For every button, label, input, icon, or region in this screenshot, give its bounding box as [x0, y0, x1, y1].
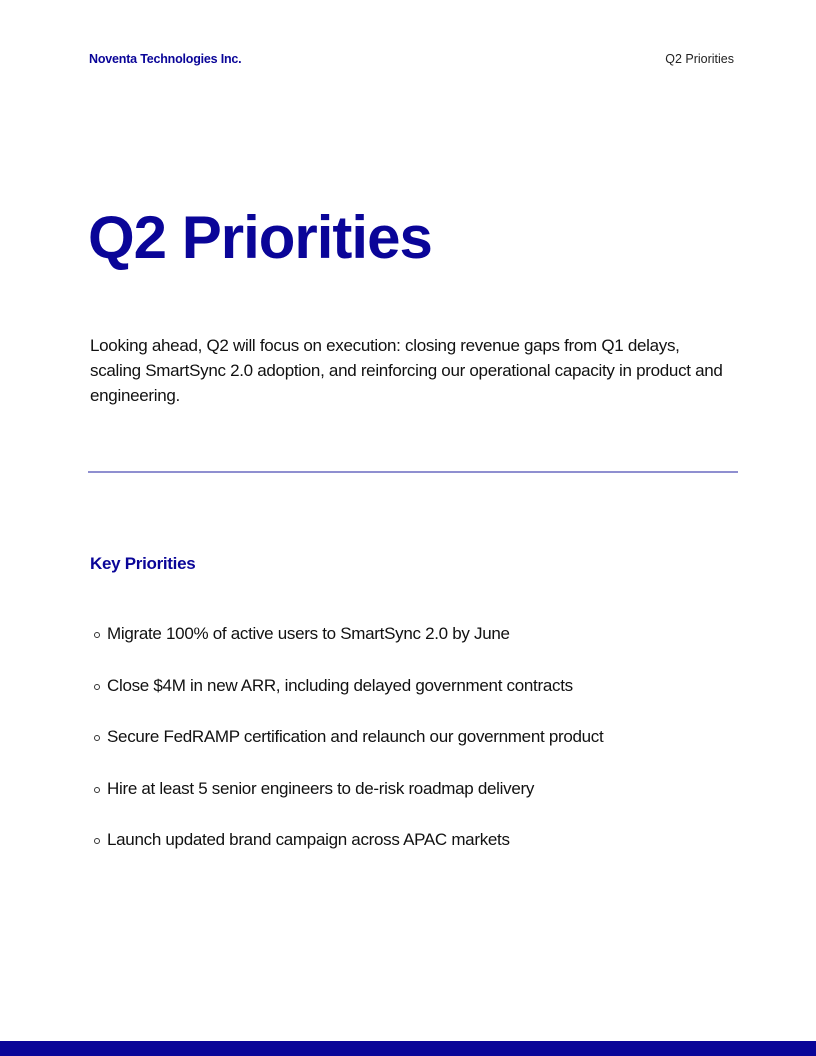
header-section-title: Q2 Priorities — [665, 52, 734, 66]
list-item-text: Migrate 100% of active users to SmartSync 2.0 by June — [107, 624, 510, 643]
list-item — [94, 828, 603, 852]
list-item — [94, 622, 603, 646]
list-item-text: Launch updated brand campaign across APAC markets — [107, 830, 510, 849]
list-item — [94, 777, 603, 801]
bullet-icon — [94, 838, 100, 844]
bullet-icon — [94, 787, 100, 793]
list-item-text: Close $4M in new ARR, including delayed government contracts — [107, 675, 573, 695]
footer-bar — [0, 1041, 816, 1056]
bullet-icon — [94, 684, 100, 690]
header-company-name: Noventa Technologies Inc. — [89, 52, 242, 66]
list-item-text: Secure FedRAMP certification and relaunch our government product — [107, 727, 604, 746]
section-divider — [88, 471, 738, 473]
intro-paragraph: Looking ahead, Q2 will focus on execution: closing revenue gaps from Q1 delays, scaling SmartSync 2.0 adoption, and reinforcing our operational capacity in product and engineering. — [90, 336, 723, 405]
list-item — [94, 674, 603, 698]
priority-list — [94, 622, 603, 880]
bullet-icon — [94, 632, 100, 638]
page-title: Q2 Priorities — [88, 204, 432, 271]
key-priorities-heading: Key Priorities — [90, 554, 196, 573]
bullet-icon — [94, 735, 100, 741]
list-item-text: Hire at least 5 senior engineers to de-risk roadmap delivery — [107, 778, 535, 798]
list-item — [94, 725, 603, 749]
